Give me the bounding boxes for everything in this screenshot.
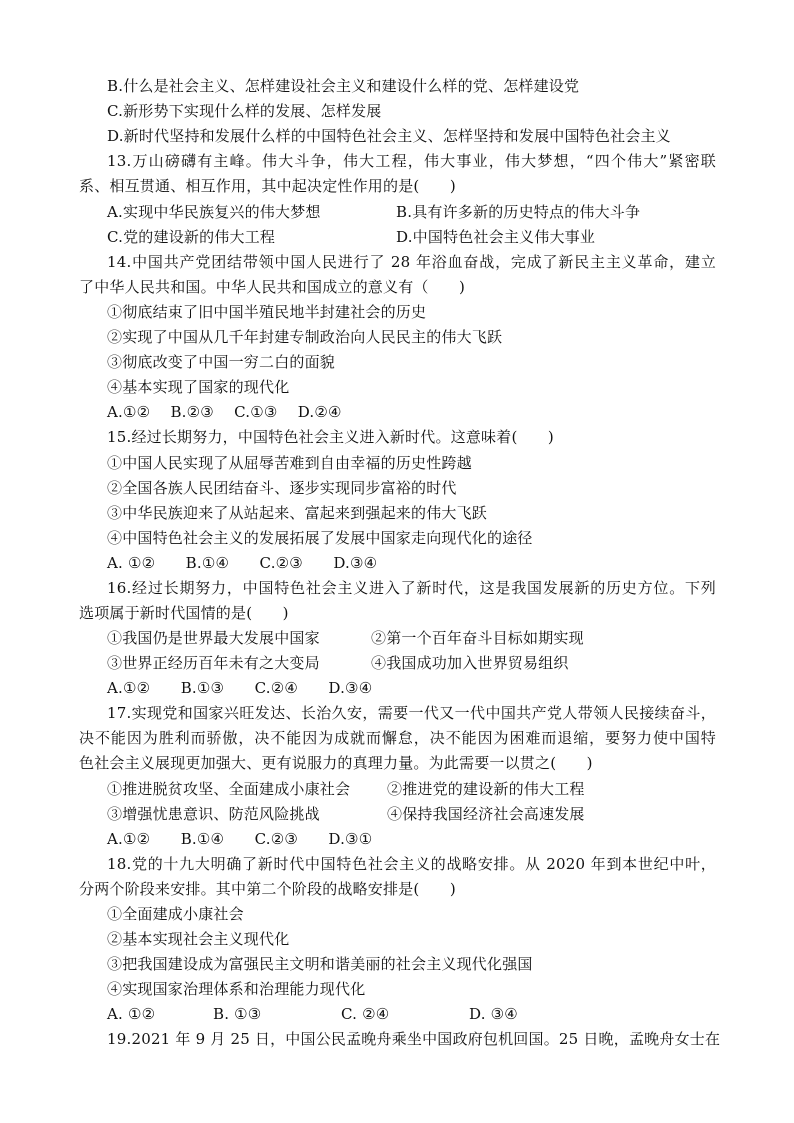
question-18-stem: 18.党的十九大明确了新时代中国特色社会主义的战略安排。从 2020 年到本世纪中叶， [107, 855, 716, 873]
option-18-d: D. ③④ [469, 1005, 518, 1023]
statement-18-1: ①全面建成小康社会 [107, 905, 244, 923]
statement-14-2: ②实现了中国从几千年封建专制政治向人民民主的伟大飞跃 [107, 328, 503, 346]
option-13-b: B.具有许多新的历史特点的伟大斗争 [396, 203, 641, 221]
statement-16-1: ①我国仍是世界最大发展中国家 [107, 629, 320, 647]
statement-17-3: ③增强忧患意识、防范风险挑战 [107, 805, 320, 823]
statement-14-1: ①彻底结束了旧中国半殖民地半封建社会的历史 [107, 303, 427, 321]
statement-16-4: ④我国成功加入世界贸易组织 [371, 654, 569, 672]
option-12-d: D.新时代坚持和发展什么样的中国特色社会主义、怎样坚持和发展中国特色社会主义 [107, 127, 671, 145]
options-14: A.①② B.②③ C.①③ D.②④ [107, 403, 342, 421]
statement-14-4: ④基本实现了国家的现代化 [107, 378, 290, 396]
options-17: A.①② B.①④ C.②③ D.③① [107, 830, 373, 848]
question-14-stem: 14.中国共产党团结带领中国人民进行了 28 年浴血奋战，完成了新民主主义革命，建立 [107, 253, 716, 271]
statement-18-3: ③把我国建设成为富强民主文明和谐美丽的社会主义现代化强国 [107, 955, 533, 973]
option-13-c: C.党的建设新的伟大工程 [107, 228, 276, 246]
statement-16-3: ③世界正经历百年未有之大变局 [107, 654, 320, 672]
statement-17-4: ④保持我国经济社会高速发展 [387, 805, 585, 823]
question-13-stem-cont: 系、相互贯通、相互作用，其中起决定性作用的是( ) [79, 177, 456, 195]
question-14-stem-cont: 了中华人民共和国。中华人民共和国成立的意义有（ ) [79, 278, 466, 296]
option-13-a: A.实现中华民族复兴的伟大梦想 [107, 203, 321, 221]
statement-17-1: ①推进脱贫攻坚、全面建成小康社会 [107, 780, 351, 798]
statement-15-2: ②全国各族人民团结奋斗、逐步实现同步富裕的时代 [107, 479, 457, 497]
statement-15-3: ③中华民族迎来了从站起来、富起来到强起来的伟大飞跃 [107, 504, 488, 522]
question-16-stem-cont: 选项属于新时代国情的是( ) [79, 604, 289, 622]
option-18-b: B. ①③ [213, 1005, 262, 1023]
question-13-stem: 13.万山磅礴有主峰。伟大斗争，伟大工程，伟大事业，伟大梦想，“四个伟大”紧密联 [107, 152, 716, 170]
option-18-a: A. ①② [107, 1005, 156, 1023]
statement-17-2: ②推进党的建设新的伟大工程 [387, 780, 585, 798]
options-15: A. ①② B.①④ C.②③ D.③④ [107, 554, 378, 572]
question-17-stem-cont2: 色社会主义展现更加强大、更有说服力的真理力量。为此需要一以贯之( ) [79, 754, 593, 772]
options-16: A.①② B.①③ C.②④ D.③④ [107, 679, 373, 697]
statement-15-4: ④中国特色社会主义的发展拓展了发展中国家走向现代化的途径 [107, 529, 533, 547]
question-16-stem: 16.经过长期努力，中国特色社会主义进入了新时代，这是我国发展新的历史方位。下列 [107, 579, 716, 597]
question-15-stem: 15.经过长期努力，中国特色社会主义进入新时代。这意味着( ) [107, 428, 554, 446]
question-17-stem-cont: 决不能因为胜利而骄傲，决不能因为成就而懈怠，决不能因为困难而退缩，要努力使中国特 [79, 729, 716, 747]
statement-16-2: ②第一个百年奋斗目标如期实现 [371, 629, 584, 647]
statement-18-4: ④实现国家治理体系和治理能力现代化 [107, 980, 366, 998]
option-13-d: D.中国特色社会主义伟大事业 [396, 228, 596, 246]
option-12-c: C.新形势下实现什么样的发展、怎样发展 [107, 102, 382, 120]
statement-15-1: ①中国人民实现了从屈辱苦难到自由幸福的历史性跨越 [107, 454, 472, 472]
statement-18-2: ②基本实现社会主义现代化 [107, 930, 290, 948]
question-18-stem-cont: 分两个阶段来安排。其中第二个阶段的战略安排是( ) [79, 880, 456, 898]
statement-14-3: ③彻底改变了中国一穷二白的面貌 [107, 353, 336, 371]
option-12-b: B.什么是社会主义、怎样建设社会主义和建设什么样的党、怎样建设党 [107, 77, 580, 95]
question-19-stem: 19.2021 年 9 月 25 日，中国公民孟晚舟乘坐中国政府包机回国。25 日晚，孟晚舟女士在 [107, 1030, 721, 1048]
question-17-stem: 17.实现党和国家兴旺发达、长治久安，需要一代又一代中国共产党人带领人民接续奋斗， [107, 704, 716, 722]
option-18-c: C. ②④ [341, 1005, 390, 1023]
